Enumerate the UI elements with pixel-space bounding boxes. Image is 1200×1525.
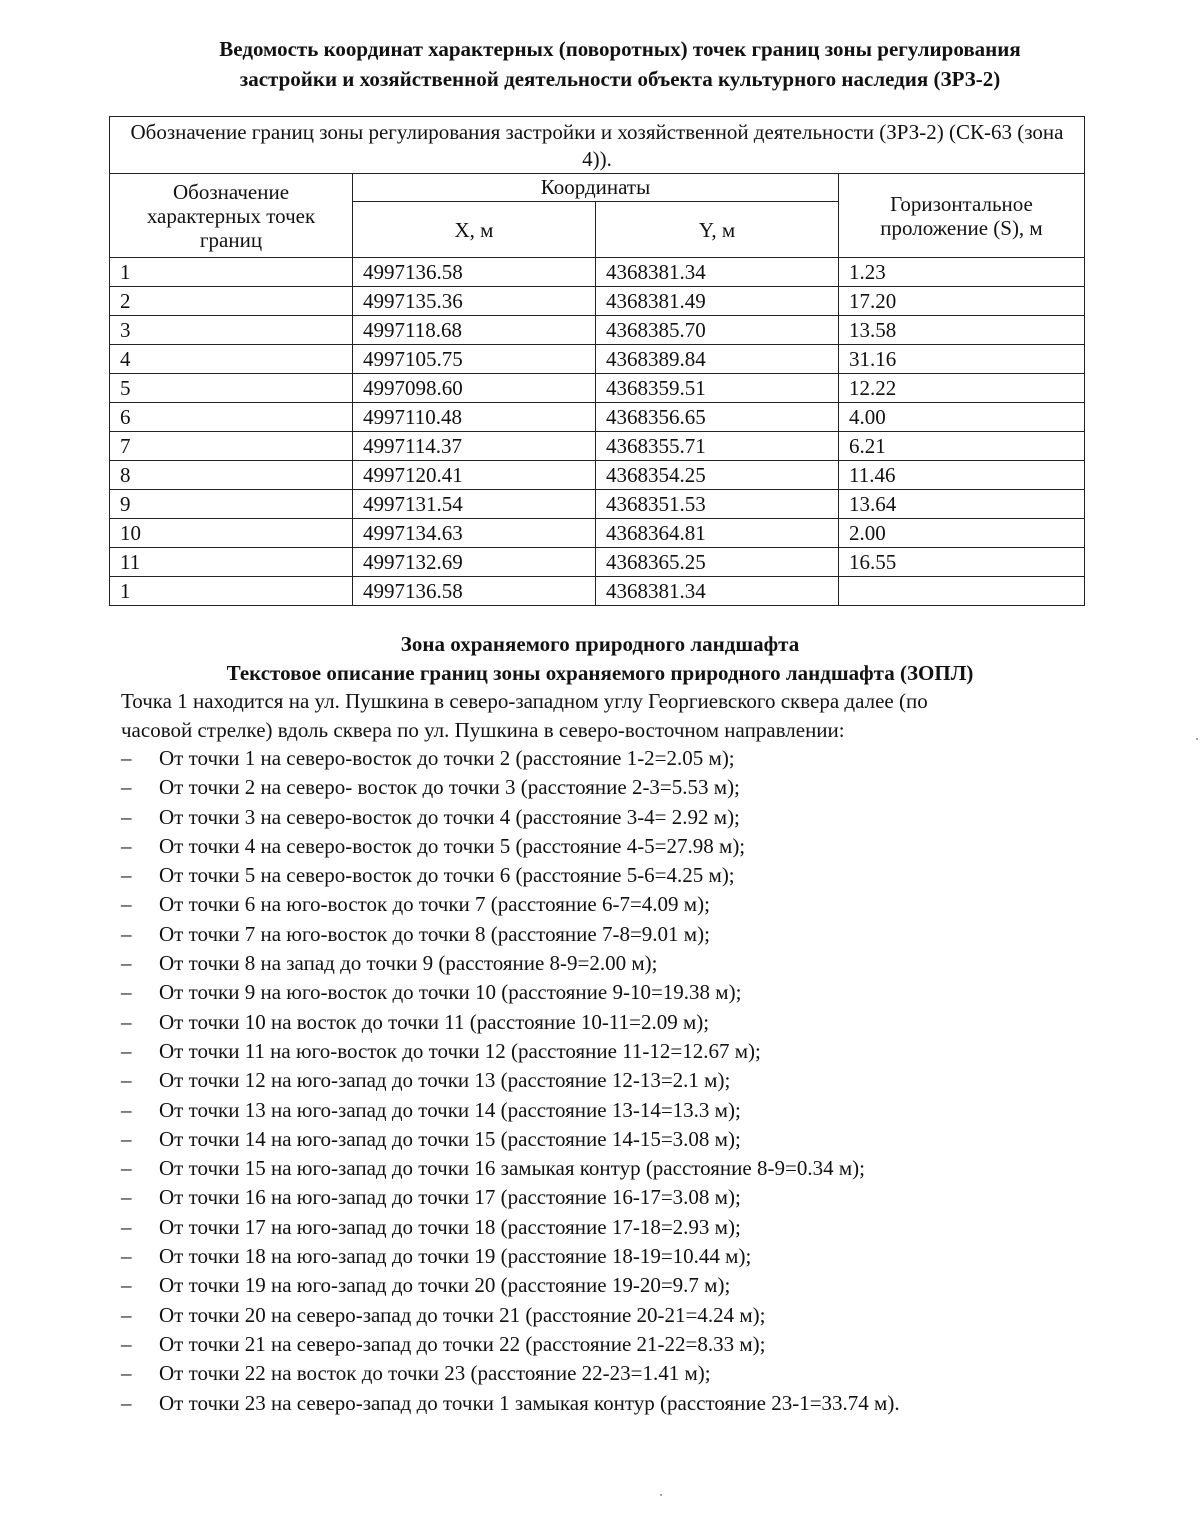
cell-point: 7 xyxy=(110,432,353,461)
cell-s: 11.46 xyxy=(839,461,1085,490)
cell-point: 11 xyxy=(110,548,353,577)
list-item xyxy=(121,1008,1121,1037)
coordinates-table xyxy=(109,116,1085,606)
list-item-text: От точки 23 на северо-запад до точки 1 замыкая контур (расстояние 23-1=33.74 м). xyxy=(159,1390,900,1415)
list-item xyxy=(121,1066,1121,1095)
list-item-text: От точки 21 на северо-запад до точки 22 (расстояние 21-22=8.33 м); xyxy=(159,1331,766,1356)
cell-y: 4368351.53 xyxy=(596,490,839,519)
list-bullet: – xyxy=(121,1390,132,1415)
table-row xyxy=(110,461,1085,490)
list-item xyxy=(121,1213,1121,1242)
cell-x: 4997134.63 xyxy=(353,519,596,548)
list-item xyxy=(121,1242,1121,1271)
list-item-text: От точки 3 на северо-восток до точки 4 (расстояние 3-4= 2.92 м); xyxy=(159,804,740,829)
cell-s: 2.00 xyxy=(839,519,1085,548)
cell-x: 4997131.54 xyxy=(353,490,596,519)
header-y: Y, м xyxy=(596,202,839,258)
cell-y: 4368359.51 xyxy=(596,374,839,403)
list-item-text: От точки 7 на юго-восток до точки 8 (расстояние 7-8=9.01 м); xyxy=(159,921,710,946)
table-caption: Обозначение границ зоны регулирования застройки и хозяйственной деятельности (ЗРЗ-2) (СК-63 (зона 4)). xyxy=(110,117,1085,174)
header-x: X, м xyxy=(353,202,596,258)
list-item-text: От точки 1 на северо-восток до точки 2 (расстояние 1-2=2.05 м); xyxy=(159,746,735,770)
list-bullet: – xyxy=(121,1244,132,1269)
list-item-text: От точки 8 на запад до точки 9 (расстояние 8-9=2.00 м); xyxy=(159,951,658,976)
cell-point: 1 xyxy=(110,577,353,606)
list-item-text: От точки 22 на восток до точки 23 (расстояние 22-23=1.41 м); xyxy=(159,1361,711,1386)
list-item xyxy=(121,1271,1121,1300)
list-bullet: – xyxy=(121,1361,132,1386)
cell-s: 4.00 xyxy=(839,403,1085,432)
list-item xyxy=(121,949,1121,978)
title-line-1: Ведомость координат характерных (поворотных) точек границ зоны регулирования xyxy=(219,37,1021,61)
list-item xyxy=(121,1037,1121,1066)
list-item-text: От точки 10 на восток до точки 11 (расстояние 10-11=2.09 м); xyxy=(159,1009,710,1034)
intro-line-2: часовой стрелке) вдоль сквера по ул. Пушкина в северо-восточном направлении: xyxy=(121,718,845,742)
cell-x: 4997098.60 xyxy=(353,374,596,403)
list-item-text: От точки 18 на юго-запад до точки 19 (расстояние 18-19=10.44 м); xyxy=(159,1244,752,1269)
cell-point: 1 xyxy=(110,258,353,287)
list-bullet: – xyxy=(121,951,132,976)
list-item-text: От точки 11 на юго-восток до точки 12 (расстояние 11-12=12.67 м); xyxy=(159,1038,761,1063)
list-item xyxy=(121,890,1121,919)
list-item xyxy=(121,920,1121,949)
cell-y: 4368389.84 xyxy=(596,345,839,374)
cell-x: 4997135.36 xyxy=(353,287,596,316)
scan-speck xyxy=(660,1494,662,1496)
list-bullet: – xyxy=(121,1009,132,1034)
list-item-text: От точки 12 на юго-запад до точки 13 (расстояние 12-13=2.1 м); xyxy=(159,1068,731,1093)
scan-speck xyxy=(1196,738,1198,740)
list-item-text: От точки 2 на северо- восток до точки 3 (расстояние 2-3=5.53 м); xyxy=(159,775,740,800)
intro-line-1: Точка 1 находится на ул. Пушкина в северо-западном углу Георгиевского сквера далее (по xyxy=(121,689,928,713)
cell-x: 4997110.48 xyxy=(353,403,596,432)
cell-point: 3 xyxy=(110,316,353,345)
cell-y: 4368381.49 xyxy=(596,287,839,316)
cell-point: 10 xyxy=(110,519,353,548)
cell-s: 12.22 xyxy=(839,374,1085,403)
document-title xyxy=(0,34,1200,94)
list-item-text: От точки 17 на юго-запад до точки 18 (расстояние 17-18=2.93 м); xyxy=(159,1214,741,1239)
list-bullet: – xyxy=(121,833,132,858)
list-bullet: – xyxy=(121,775,132,800)
list-item xyxy=(121,1183,1121,1212)
list-item xyxy=(121,803,1121,832)
list-bullet: – xyxy=(121,1068,132,1093)
list-bullet: – xyxy=(121,1331,132,1356)
cell-s xyxy=(839,577,1085,606)
list-bullet: – xyxy=(121,1038,132,1063)
cell-x: 4997118.68 xyxy=(353,316,596,345)
cell-x: 4997105.75 xyxy=(353,345,596,374)
cell-point: 2 xyxy=(110,287,353,316)
boundary-description-list xyxy=(121,744,1121,1418)
table-caption-row xyxy=(110,117,1085,174)
cell-s: 13.64 xyxy=(839,490,1085,519)
list-item-text: От точки 6 на юго-восток до точки 7 (расстояние 6-7=4.09 м); xyxy=(159,892,710,917)
table-row xyxy=(110,345,1085,374)
table-row xyxy=(110,490,1085,519)
table-row xyxy=(110,287,1085,316)
list-item-text: От точки 15 на юго-запад до точки 16 замыкая контур (расстояние 8-9=0.34 м); xyxy=(159,1156,865,1181)
cell-y: 4368381.34 xyxy=(596,577,839,606)
table-row xyxy=(110,548,1085,577)
list-item-text: От точки 4 на северо-восток до точки 5 (расстояние 4-5=27.98 м); xyxy=(159,833,746,858)
list-bullet: – xyxy=(121,1273,132,1298)
list-bullet: – xyxy=(121,1302,132,1327)
table-row xyxy=(110,374,1085,403)
list-item xyxy=(121,1154,1121,1183)
cell-point: 5 xyxy=(110,374,353,403)
list-bullet: – xyxy=(121,1214,132,1239)
list-item-text: От точки 13 на юго-запад до точки 14 (расстояние 13-14=13.3 м); xyxy=(159,1097,741,1122)
cell-point: 6 xyxy=(110,403,353,432)
table-row xyxy=(110,258,1085,287)
cell-s: 13.58 xyxy=(839,316,1085,345)
cell-y: 4368355.71 xyxy=(596,432,839,461)
cell-s: 1.23 xyxy=(839,258,1085,287)
cell-y: 4368365.25 xyxy=(596,548,839,577)
cell-x: 4997136.58 xyxy=(353,258,596,287)
list-item xyxy=(121,1389,1121,1418)
cell-y: 4368356.65 xyxy=(596,403,839,432)
table-row xyxy=(110,577,1085,606)
list-item xyxy=(121,1125,1121,1154)
list-bullet: – xyxy=(121,1156,132,1181)
list-item xyxy=(121,773,1121,802)
cell-y: 4368385.70 xyxy=(596,316,839,345)
list-bullet: – xyxy=(121,921,132,946)
cell-s: 16.55 xyxy=(839,548,1085,577)
header-point: Обозначение характерных точек границ xyxy=(110,174,353,258)
table-header-row xyxy=(110,174,1085,202)
list-item xyxy=(121,1301,1121,1330)
table-row xyxy=(110,316,1085,345)
list-bullet: – xyxy=(121,863,132,888)
list-item xyxy=(121,978,1121,1007)
list-bullet: – xyxy=(121,1126,132,1151)
list-item xyxy=(121,744,1121,773)
cell-x: 4997136.58 xyxy=(353,577,596,606)
intro-paragraph xyxy=(121,687,1101,745)
table-row xyxy=(110,432,1085,461)
zone-heading: Зона охраняемого природного ландшафта xyxy=(400,632,800,656)
cell-s: 6.21 xyxy=(839,432,1085,461)
list-item-text: От точки 20 на северо-запад до точки 21 (расстояние 20-21=4.24 м); xyxy=(159,1302,766,1327)
title-line-2: застройки и хозяйственной деятельности объекта культурного наследия (ЗРЗ-2) xyxy=(239,67,1001,91)
list-bullet: – xyxy=(121,1097,132,1122)
cell-point: 9 xyxy=(110,490,353,519)
list-item xyxy=(121,1096,1121,1125)
list-bullet: – xyxy=(121,1185,132,1210)
cell-s: 31.16 xyxy=(839,345,1085,374)
list-bullet: – xyxy=(121,804,132,829)
table-row xyxy=(110,519,1085,548)
cell-point: 8 xyxy=(110,461,353,490)
list-bullet: – xyxy=(121,746,132,770)
list-item-text: От точки 16 на юго-запад до точки 17 (расстояние 16-17=3.08 м); xyxy=(159,1185,741,1210)
header-coords: Координаты xyxy=(353,174,839,202)
cell-x: 4997114.37 xyxy=(353,432,596,461)
list-item xyxy=(121,832,1121,861)
header-s: Горизонтальное проложение (S), м xyxy=(839,174,1085,258)
cell-s: 17.20 xyxy=(839,287,1085,316)
cell-y: 4368381.34 xyxy=(596,258,839,287)
list-item xyxy=(121,861,1121,890)
cell-x: 4997120.41 xyxy=(353,461,596,490)
table-row xyxy=(110,403,1085,432)
list-item-text: От точки 5 на северо-восток до точки 6 (расстояние 5-6=4.25 м); xyxy=(159,863,735,888)
cell-point: 4 xyxy=(110,345,353,374)
list-item-text: От точки 9 на юго-восток до точки 10 (расстояние 9-10=19.38 м); xyxy=(159,980,742,1005)
table-body xyxy=(110,258,1085,606)
list-item xyxy=(121,1359,1121,1388)
list-item-text: От точки 14 на юго-запад до точки 15 (расстояние 14-15=3.08 м); xyxy=(159,1126,741,1151)
list-bullet: – xyxy=(121,892,132,917)
cell-y: 4368354.25 xyxy=(596,461,839,490)
cell-x: 4997132.69 xyxy=(353,548,596,577)
cell-y: 4368364.81 xyxy=(596,519,839,548)
zone-subheading: Текстовое описание границ зоны охраняемого природного ландшафта (ЗОПЛ) xyxy=(226,661,974,685)
list-item xyxy=(121,1330,1121,1359)
list-item-text: От точки 19 на юго-запад до точки 20 (расстояние 19-20=9.7 м); xyxy=(159,1273,731,1298)
list-bullet: – xyxy=(121,980,132,1005)
